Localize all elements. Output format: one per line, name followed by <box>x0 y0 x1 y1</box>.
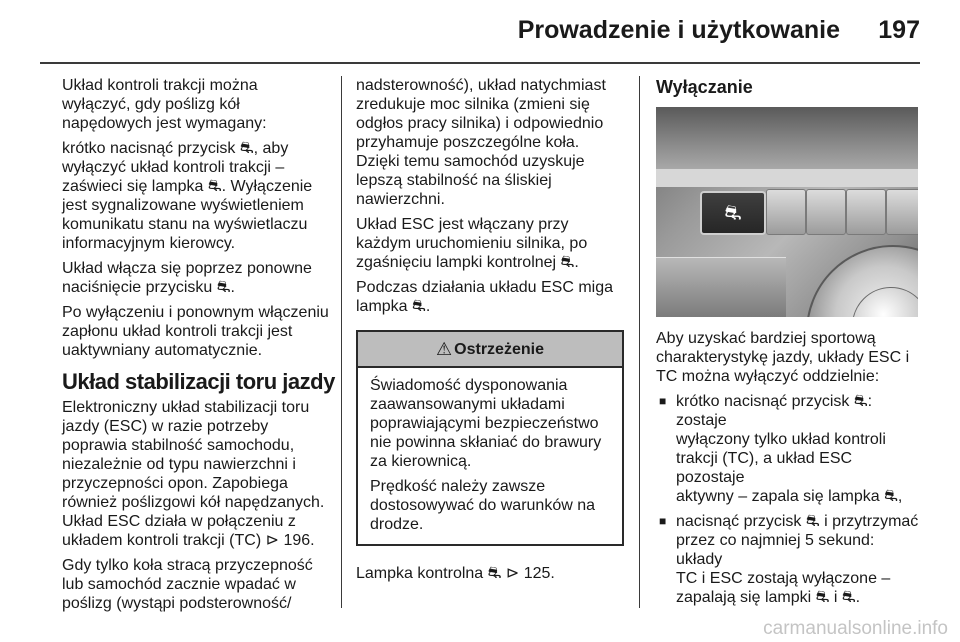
column-1 <box>62 76 335 619</box>
paragraph: Lampka kontrolna ⛐ ⊳ 125. <box>356 565 555 582</box>
warning-paragraph: Prędkość należy zawsze dostosowywać do warunków na drodze. <box>370 478 596 533</box>
paragraph: Układ włącza się poprzez ponowne naciśnięcie przycisku ⛐. <box>62 260 312 296</box>
list-item: ■ krótko nacisnąć przycisk ⛐: zostaje wyłączony tylko układ kontroli trakcji (TC), a układ ESC pozostaje aktywny – zapala się lampka ⛐, <box>656 392 922 506</box>
panel-button <box>886 189 918 235</box>
subheading: Wyłączanie <box>656 77 753 97</box>
header-rule <box>40 62 920 64</box>
panel-strip <box>656 169 918 187</box>
warning-triangle-icon: ⚠ <box>436 338 453 359</box>
paragraph: Podczas działania układu ESC miga lampka ⛐. <box>356 279 614 315</box>
dashboard-photo <box>656 107 918 317</box>
panel-button <box>766 189 806 235</box>
warning-box <box>356 330 624 546</box>
paragraph: nadsterowność), układ natychmiast zredukuje moc silnika (zmieni się odgłos pracy silnika) i odpowiednio przyhamuje poszczególne koła. Dzięki temu samochód uzyskuje lepszą stabilność na śliskiej nawierzchni. <box>356 77 606 208</box>
warning-paragraph: Świadomość dysponowania zaawansowanymi układami poprawiającymi bezpieczeństwo nie powinna skłaniać do brawury za kierownicą. <box>370 377 602 470</box>
column-divider <box>639 76 640 608</box>
panel-button <box>846 189 886 235</box>
section-heading: Układ stabilizacji toru jazdy <box>62 369 335 394</box>
page-number: 197 <box>878 16 920 44</box>
list-item: ■ nacisnąć przycisk ⛐ i przytrzymać przez co najmniej 5 sekund: układy TC i ESC zostają wyłączone – zapalają się lampki ⛐ i ⛐. <box>656 512 922 607</box>
watermark: carmanualsonline.info <box>763 618 948 639</box>
bullet-list <box>656 392 922 607</box>
paragraph: krótko nacisnąć przycisk ⛐, aby wyłączyć układ kontroli trakcji – zaświeci się lampka ⛐. Wyłączenie jest sygnalizowane wyświetleniem komunikatu stanu na wyświetlaczu informacyjnym kierowcy. <box>62 140 313 252</box>
paragraph: Po wyłączeniu i ponownym włączeniu zapłonu układ kontroli trakcji jest uaktywniany automatycznie. <box>62 304 329 359</box>
page-header-title: Prowadzenie i użytkowanie <box>517 16 840 44</box>
car-skid-icon: ⛐ <box>724 201 742 224</box>
paragraph: Układ kontroli trakcji można wyłączyć, gdy poślizg kół napędowych jest wymagany: <box>62 77 267 132</box>
warning-body <box>358 368 622 544</box>
esc-off-button <box>700 191 766 235</box>
paragraph: Aby uzyskać bardziej sportową charakterystykę jazdy, układy ESC i TC można wyłączyć oddzielnie: <box>656 330 910 385</box>
panel-top <box>656 107 918 169</box>
column-2 <box>356 76 624 589</box>
column-3 <box>656 76 922 613</box>
warning-title: Ostrzeżenie <box>454 340 544 358</box>
warning-header <box>358 332 622 368</box>
paragraph: Elektroniczny układ stabilizacji toru jazdy (ESC) w razie potrzeby poprawia stabilność samochodu, niezależnie od typu nawierzchni i przyczepności opon. Zapobiega również poślizgowi kół napędzanych. Układ ESC działa w połączeniu z układem kontroli trakcji (TC) ⊳ 196. <box>62 399 325 549</box>
paragraph: Gdy tylko koła stracą przyczepność lub samochód zacznie wpadać w poślizg (wystąpi podsterowność/ <box>62 557 313 612</box>
panel-lower-button <box>656 257 786 317</box>
paragraph: Układ ESC jest włączany przy każdym uruchomieniu silnika, po zgaśnięciu lampki kontrolnej ⛐. <box>356 216 588 271</box>
column-divider <box>341 76 342 608</box>
panel-button <box>806 189 846 235</box>
